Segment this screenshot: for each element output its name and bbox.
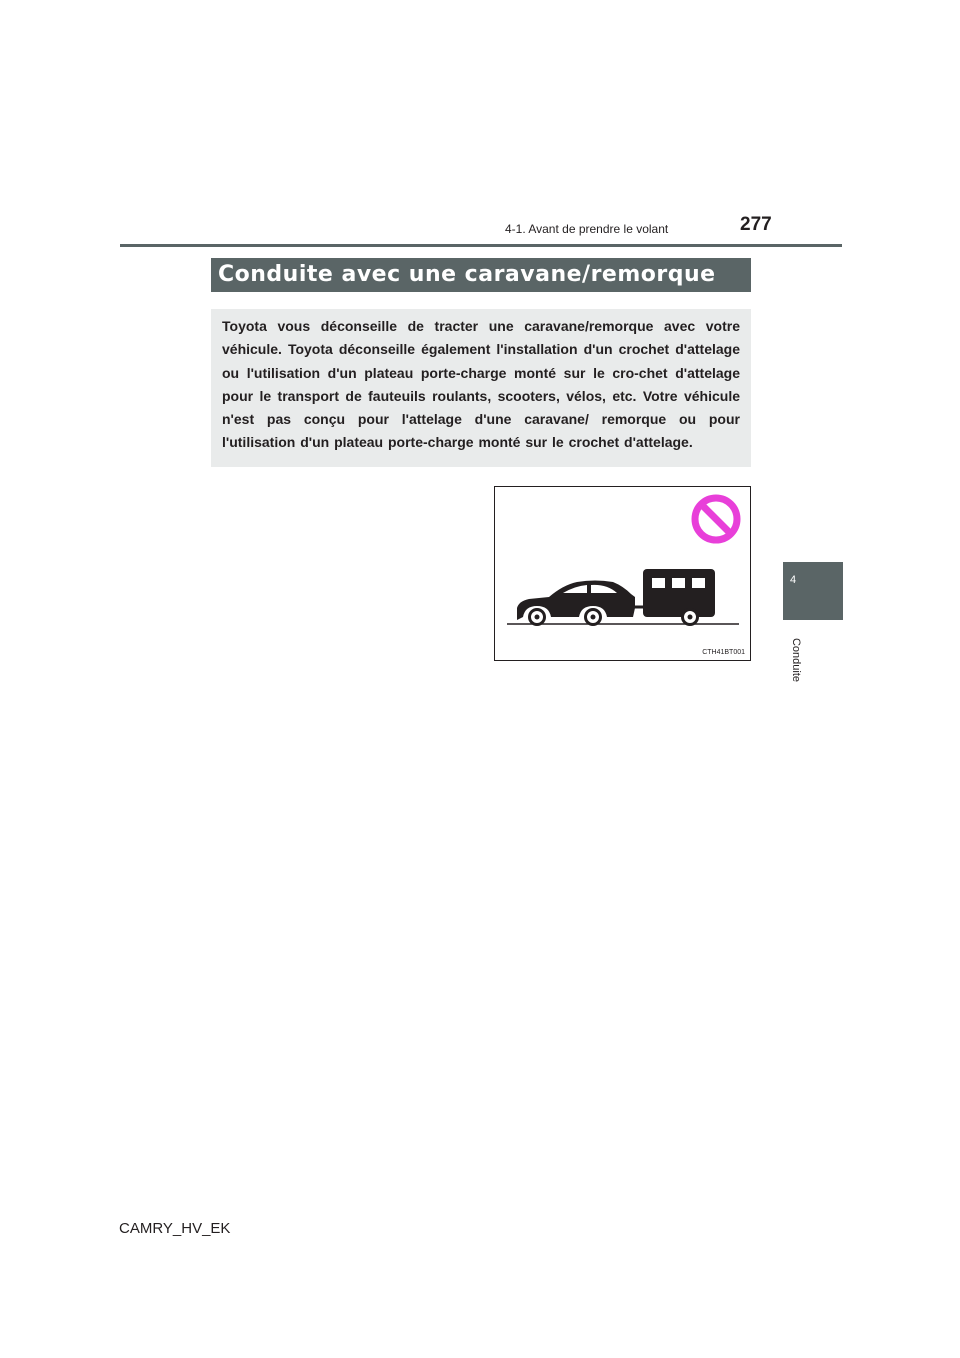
- chapter-number: 4: [789, 574, 797, 586]
- intro-box: [211, 309, 751, 467]
- page-number: 277: [740, 214, 772, 235]
- trailer-icon: [643, 569, 715, 625]
- chapter-label: Conduite: [790, 637, 802, 683]
- car-icon: [517, 581, 635, 625]
- section-title: Conduite avec une caravane/remorque: [218, 262, 716, 287]
- chapter-tab: [783, 562, 843, 620]
- header-rule: [120, 244, 842, 247]
- footer-model: CAMRY_HV_EK: [119, 1220, 231, 1237]
- figure-box: [494, 486, 751, 661]
- towing-illustration: [495, 487, 750, 660]
- intro-text: Toyota vous déconseille de tracter une caravane/remorque avec votre véhicule. Toyota déconseille également l'installation d'un crochet d'attelage ou l'utilisation d'un plateau porte-charge monté sur le cro-chet d'attelage pour le transport de fauteuils roulants, scooters, vélos, etc. Votre véhicule n'est pas conçu pour l'attelage d'une caravane/ remorque ou pour l'utilisation d'un plateau porte-charge monté sur le crochet d'attelage.: [222, 318, 740, 451]
- figure-code: CTH41BT001: [702, 649, 745, 656]
- prohibition-icon: [695, 498, 737, 540]
- section-title-bar: [211, 258, 751, 292]
- header-section: 4-1. Avant de prendre le volant: [505, 222, 669, 236]
